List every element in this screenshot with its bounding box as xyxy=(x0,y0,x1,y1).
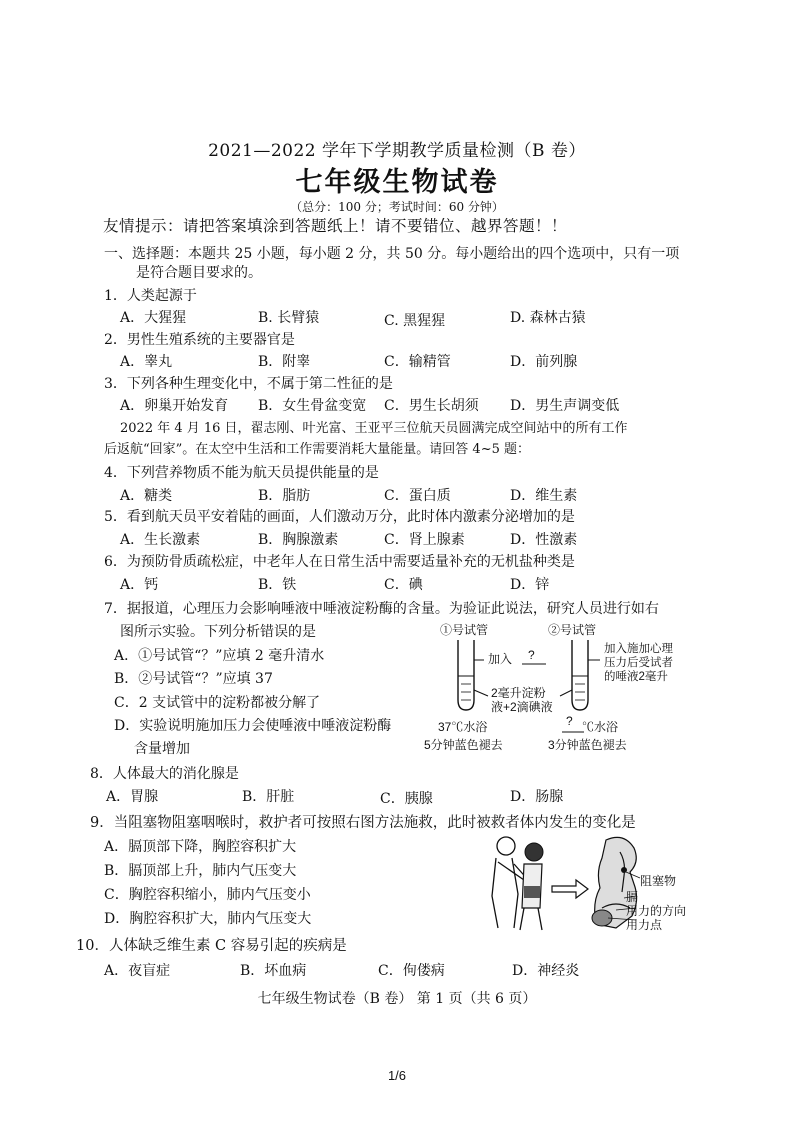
blank-underline xyxy=(562,730,586,734)
option: A．夜盲症 xyxy=(104,963,171,979)
option: B．脂肪 xyxy=(258,488,311,504)
section-heading-cont: 是符合题目要求的。 xyxy=(136,265,262,281)
question-stem: 10．人体缺乏维生素 C 容易引起的疾病是 xyxy=(76,938,347,954)
exam-header: 2021—2022 学年下学期教学质量检测（B 卷） xyxy=(208,141,586,161)
option: A．睾丸 xyxy=(120,354,173,370)
option: B．②号试管“？”应填 37 xyxy=(114,671,273,687)
bath2-result: 3分钟蓝色褪去 xyxy=(548,738,627,752)
option: A．①号试管“？”应填 2 毫升清水 xyxy=(114,648,325,664)
option: A．糖类 xyxy=(120,488,173,504)
option: B．肝脏 xyxy=(242,789,295,805)
option: D．实验说明施加压力会使唾液中唾液淀粉酶 xyxy=(114,718,392,734)
option: D．前列腺 xyxy=(510,354,578,370)
page-number: 1/6 xyxy=(387,1068,407,1083)
option: D．性激素 xyxy=(510,532,578,548)
option: A．大猩猩 xyxy=(120,310,187,326)
force-direction-label: 用力的方向 xyxy=(626,904,687,918)
question-stem: 2．男性生殖系统的主要器官是 xyxy=(104,332,295,348)
option: A．钙 xyxy=(120,577,159,593)
option: C．输精管 xyxy=(384,354,451,370)
option: C．男生长胡须 xyxy=(384,398,479,414)
option: C．2 支试管中的淀粉都被分解了 xyxy=(114,695,321,711)
question-stem: 3．下列各种生理变化中，不属于第二性征的是 xyxy=(104,376,393,392)
question-mark: ? xyxy=(528,648,535,662)
passage-line: 后返航“回家”。在太空中生活和工作需要消耗大量能量。请回答 4~5 题： xyxy=(104,442,530,457)
option: D．神经炎 xyxy=(512,963,580,979)
option: D. 森林古猿 xyxy=(510,310,586,326)
option: C．佝偻病 xyxy=(378,963,445,979)
add-label: 加入 xyxy=(488,652,513,666)
option: C．胰腺 xyxy=(380,791,433,807)
force-point-label: 用力点 xyxy=(626,918,663,932)
question-stem: 9．当阻塞物阻塞咽喉时，救护者可按照右图方法施救，此时被救者体内发生的变化是 xyxy=(90,815,636,831)
option: B. 长臂猿 xyxy=(258,310,320,326)
option: C．肾上腺素 xyxy=(384,532,465,548)
mixture-label: 液+2滴碘液 xyxy=(491,700,553,714)
bath2-question-mark: ? xyxy=(566,714,573,728)
question-stem: 4．下列营养物质不能为航天员提供能量的是 xyxy=(104,465,379,481)
option: D．维生素 xyxy=(510,488,578,504)
question-stem: 5．看到航天员平安着陆的画面，人们激动万分，此时体内激素分泌增加的是 xyxy=(104,509,575,525)
bath2-label: ℃水浴 xyxy=(582,720,619,734)
right-note: 加入施加心理 xyxy=(604,643,673,655)
obstruction-label: 阻塞物 xyxy=(640,874,677,888)
option: A．胃腺 xyxy=(106,789,159,805)
diaphragm-label: 膈 xyxy=(626,890,639,904)
section-heading: 一、选择题：本题共 25 小题，每小题 2 分，共 50 分。每小题给出的四个选项中，只有一项 xyxy=(104,246,680,262)
option: B．坏血病 xyxy=(240,963,307,979)
friendly-tip: 友情提示：请把答案填涂到答题纸上！请不要错位、越界答题！！ xyxy=(103,217,568,235)
option: D．锌 xyxy=(510,577,550,593)
option: C. 黑猩猩 xyxy=(384,313,446,329)
option-cont: 含量增加 xyxy=(134,741,190,757)
bath1-label: 37℃水浴 xyxy=(438,720,488,734)
question-stem: 7．据报道，心理压力会影响唾液中唾液淀粉酶的含量。为验证此说法，研究人员进行如右 xyxy=(104,601,659,617)
option: C．碘 xyxy=(384,577,423,593)
option: C．胸腔容积缩小，肺内气压变小 xyxy=(104,887,311,903)
mixture-label: 2毫升淀粉 xyxy=(491,686,546,700)
option: A．卵巢开始发育 xyxy=(120,398,229,414)
option: B．膈顶部上升，肺内气压变大 xyxy=(104,863,297,879)
option: B．附睾 xyxy=(258,354,311,370)
option: B．胸腺激素 xyxy=(258,532,339,548)
right-note: 的唾液2毫升 xyxy=(604,671,668,683)
option: D．肠腺 xyxy=(510,789,564,805)
option: A．膈顶部下降，胸腔容积扩大 xyxy=(104,839,297,855)
tube1-label: ①号试管 xyxy=(440,623,489,637)
question-stem: 6．为预防骨质疏松症，中老年人在日常生活中需要适量补充的无机盐种类是 xyxy=(104,554,575,570)
tube2-label: ②号试管 xyxy=(548,623,597,637)
question-stem: 1．人类起源于 xyxy=(104,288,197,304)
question-stem-cont: 图所示实验。下列分析错误的是 xyxy=(120,624,316,640)
bath1-result: 5分钟蓝色褪去 xyxy=(424,738,503,752)
option: C．蛋白质 xyxy=(384,488,451,504)
option: B．女生骨盆变宽 xyxy=(258,398,367,414)
question-stem: 8．人体最大的消化腺是 xyxy=(90,766,239,782)
option: A．生长激素 xyxy=(120,532,201,548)
right-note: 压力后受试者 xyxy=(604,657,673,669)
score-info: （总分：100 分；考试时间：60 分钟） xyxy=(290,200,504,214)
page-footer: 七年级生物试卷（B 卷） 第 1 页（共 6 页） xyxy=(257,991,537,1007)
option: D．胸腔容积扩大，肺内气压变大 xyxy=(104,911,312,927)
option: D．男生声调变低 xyxy=(510,398,620,414)
option: B．铁 xyxy=(258,577,297,593)
passage-line: 2022 年 4 月 16 日，翟志刚、叶光富、王亚平三位航天员圆满完成空间站中的所有工作 xyxy=(120,421,628,436)
page-title: 七年级生物试卷 xyxy=(295,167,499,198)
